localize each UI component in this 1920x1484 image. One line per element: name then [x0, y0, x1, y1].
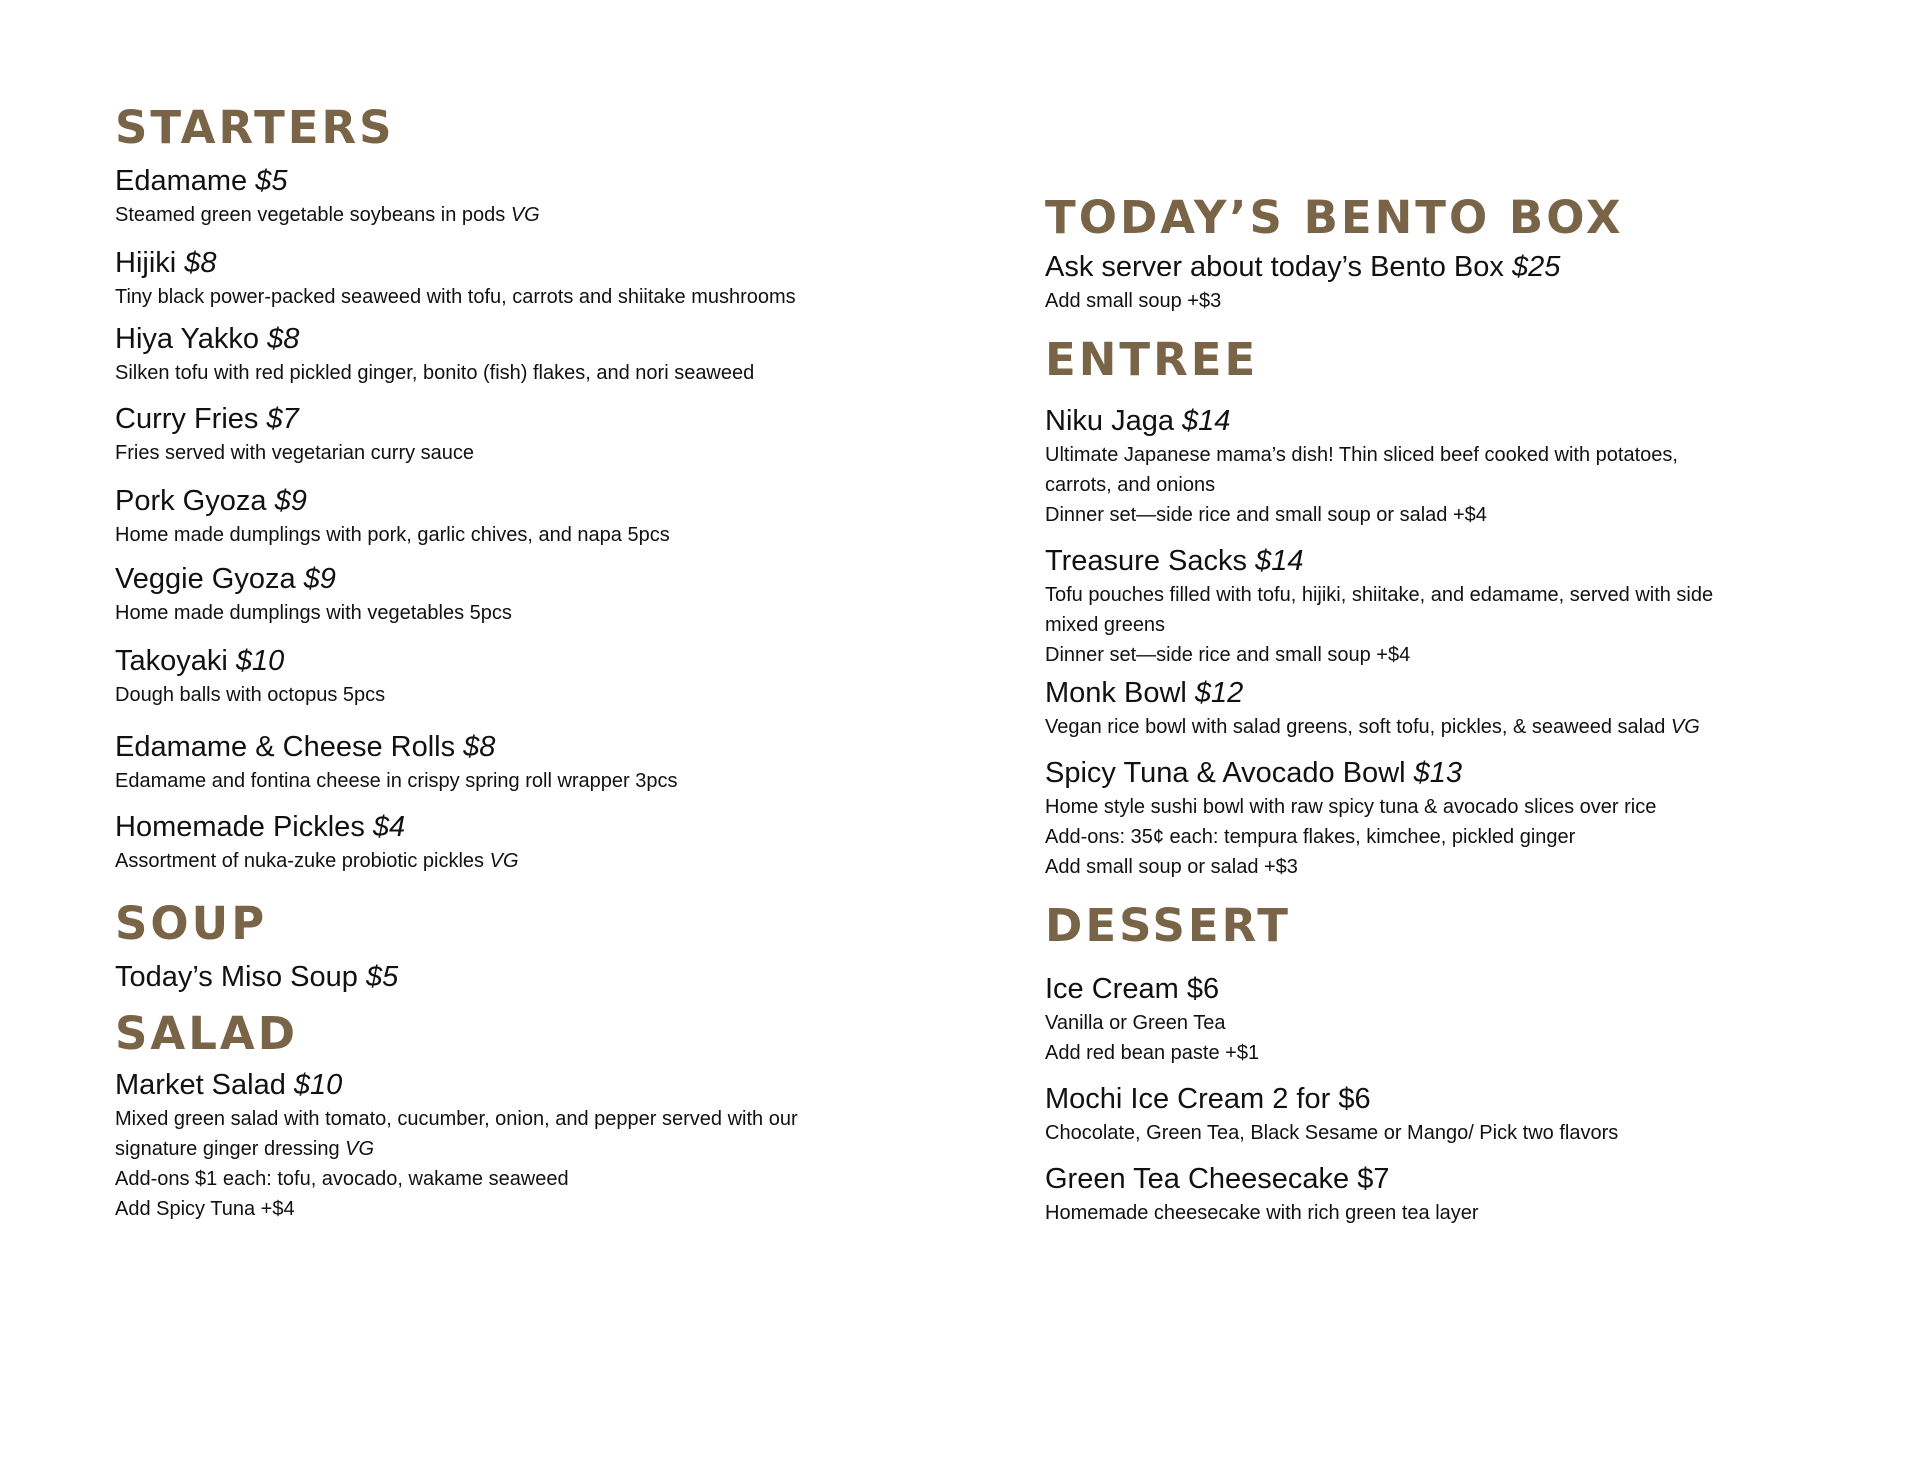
menu-item-name: Edamame [115, 165, 256, 197]
description-text: Edamame and fontina cheese in crispy spring roll wrapper 3pcs [115, 770, 678, 792]
description-text: Steamed green vegetable soybeans in pods [115, 204, 511, 226]
menu-item-heading [115, 162, 995, 200]
menu-item-description [1045, 1198, 1825, 1228]
menu-item-price: $13 [1413, 757, 1463, 789]
menu-item-description [1045, 640, 1825, 670]
menu-item-heading [115, 958, 995, 996]
menu-item-description [115, 680, 995, 710]
menu-item-description [1045, 822, 1825, 852]
menu-item-description [1045, 440, 1825, 470]
menu-item-price: $8 [267, 323, 300, 355]
menu-section-salad [115, 1004, 995, 1224]
menu-item-price: $12 [1194, 677, 1244, 709]
menu-item-name: Homemade Pickles [115, 811, 373, 843]
menu-item [1045, 1080, 1825, 1148]
menu-item-price: $8 [184, 247, 217, 279]
menu-item [115, 162, 995, 230]
description-text: Chocolate, Green Tea, Black Sesame or Mango/ Pick two flavors [1045, 1122, 1619, 1144]
menu-item-description [1045, 580, 1825, 610]
left-column [115, 98, 995, 1224]
description-text: carrots, and onions [1045, 474, 1216, 496]
menu-item-name: Curry Fries [115, 403, 267, 435]
menu-item-heading [115, 320, 995, 358]
description-text: Add-ons $1 each: tofu, avocado, wakame seaweed [115, 1168, 569, 1190]
menu-item-price: $8 [463, 731, 496, 763]
menu-item-description [115, 438, 995, 468]
menu-item-heading [1045, 542, 1825, 580]
vegan-tag: VG [345, 1138, 375, 1160]
menu-item-heading [115, 400, 995, 438]
description-text: Assortment of nuka-zuke probiotic pickles [115, 850, 490, 872]
menu-item-description [1045, 792, 1825, 822]
section-title: DESSERT [1045, 899, 1291, 952]
menu-item-name: Pork Gyoza [115, 485, 275, 517]
menu-item-description [115, 598, 995, 628]
menu-item [1045, 402, 1825, 530]
menu-item [115, 482, 995, 550]
description-text: Silken tofu with red pickled ginger, bonito (fish) flakes, and nori seaweed [115, 362, 755, 384]
menu-item-description [1045, 610, 1825, 640]
menu-item [115, 560, 995, 628]
menu-item-heading [115, 642, 995, 680]
menu-item-name: Takoyaki [115, 645, 236, 677]
menu-item-description [115, 1104, 995, 1134]
menu-item-name: Market Salad [115, 1069, 294, 1101]
menu-item-price: $7 [266, 403, 299, 435]
menu-section-soup [115, 894, 995, 996]
menu-item-price: $4 [372, 811, 406, 843]
menu-item-name: Ask server about today’s Bento Box [1045, 251, 1512, 283]
menu-item-name: Treasure Sacks [1045, 545, 1256, 577]
menu-item-name: Veggie Gyoza [115, 563, 304, 595]
menu-item [115, 642, 995, 710]
section-title: SALAD [115, 1007, 299, 1060]
menu-item-name: Green Tea Cheesecake $7 [1045, 1163, 1390, 1195]
menu-item-name: Edamame & Cheese Rolls [115, 731, 464, 763]
menu-item-heading [1045, 402, 1825, 440]
section-title: STARTERS [115, 101, 395, 154]
menu-item-heading [115, 728, 995, 766]
vegan-tag: VG [1670, 716, 1700, 738]
menu-item-price: $25 [1511, 251, 1561, 283]
menu-item-name: Today’s Miso Soup [115, 961, 366, 993]
menu-item-price: $9 [303, 563, 336, 595]
menu-item-price: $10 [235, 645, 285, 677]
menu-section-today-s-bento-box [1045, 188, 1825, 316]
description-text: Add-ons: 35¢ each: tempura flakes, kimchee, pickled ginger [1045, 826, 1576, 848]
menu-item [115, 728, 995, 796]
menu-item-heading [1045, 970, 1825, 1008]
menu-item-description [115, 1134, 995, 1164]
description-text: Homemade cheesecake with rich green tea layer [1045, 1202, 1479, 1224]
menu-item-description [115, 282, 995, 312]
menu-section-starters [115, 98, 995, 876]
menu-item-heading [1045, 1080, 1825, 1118]
description-text: Vegan rice bowl with salad greens, soft tofu, pickles, & seaweed salad [1045, 716, 1671, 738]
menu-item-description [1045, 712, 1825, 742]
menu-item-price: $5 [365, 961, 399, 993]
description-text: Home made dumplings with vegetables 5pcs [115, 602, 512, 624]
menu-item [1045, 754, 1825, 882]
menu-item-description [115, 200, 995, 230]
menu-item-price: $10 [293, 1069, 343, 1101]
menu-item [1045, 248, 1825, 316]
description-text: Dough balls with octopus 5pcs [115, 684, 386, 706]
menu-item-name: Mochi Ice Cream 2 for $6 [1045, 1083, 1371, 1115]
description-text: Home style sushi bowl with raw spicy tuna & avocado slices over rice [1045, 796, 1657, 818]
menu-item-description [1045, 470, 1825, 500]
menu-item-name: Hiya Yakko [115, 323, 268, 355]
menu-item-price: $14 [1255, 545, 1304, 577]
menu-item-name: Monk Bowl [1045, 677, 1195, 709]
menu-item [1045, 970, 1825, 1068]
menu-item-name: Ice Cream $6 [1045, 973, 1220, 1005]
menu-item-name: Niku Jaga [1045, 405, 1183, 437]
menu-item-price: $5 [255, 165, 288, 197]
menu-item-heading [115, 808, 995, 846]
menu-item-description [1045, 500, 1825, 530]
menu-item-heading [1045, 754, 1825, 792]
description-text: Add small soup or salad +$3 [1045, 856, 1298, 878]
menu-item [1045, 674, 1825, 742]
menu-item-name: Spicy Tuna & Avocado Bowl [1045, 757, 1414, 789]
description-text: Fries served with vegetarian curry sauce [115, 442, 475, 464]
menu-item-description [115, 520, 995, 550]
description-text: signature ginger dressing [115, 1138, 346, 1160]
menu-item-name: Hijiki [115, 247, 185, 279]
vegan-tag: VG [489, 850, 519, 872]
description-text: Add red bean paste +$1 [1045, 1042, 1260, 1064]
menu-item-heading [1045, 248, 1825, 286]
menu-item [115, 808, 995, 876]
menu-section-dessert [1045, 896, 1825, 1228]
description-text: Ultimate Japanese mama’s dish! Thin sliced beef cooked with potatoes, [1045, 444, 1678, 466]
description-text: Home made dumplings with pork, garlic chives, and napa 5pcs [115, 524, 670, 546]
description-text: Dinner set—side rice and small soup +$4 [1045, 644, 1411, 666]
section-title: TODAY’S BENTO BOX [1045, 191, 1624, 244]
description-text: Dinner set—side rice and small soup or salad +$4 [1045, 504, 1487, 526]
menu-item-description [1045, 1008, 1825, 1038]
menu-item [115, 320, 995, 388]
menu-item-heading [115, 244, 995, 282]
description-text: Mixed green salad with tomato, cucumber, onion, and pepper served with our [115, 1108, 798, 1130]
menu-item [115, 400, 995, 468]
menu-item [115, 1066, 995, 1224]
menu-item [115, 244, 995, 312]
menu-item-description [1045, 286, 1825, 316]
menu-item-heading [1045, 674, 1825, 712]
menu-section-entree [1045, 330, 1825, 882]
menu-item-heading [115, 560, 995, 598]
menu-item-price: $9 [274, 485, 307, 517]
menu-item-heading [1045, 1160, 1825, 1198]
description-text: Tofu pouches filled with tofu, hijiki, shiitake, and edamame, served with side [1045, 584, 1714, 606]
description-text: Add Spicy Tuna +$4 [115, 1198, 295, 1220]
menu-item-heading [115, 482, 995, 520]
description-text: Vanilla or Green Tea [1045, 1012, 1226, 1034]
description-text: Tiny black power-packed seaweed with tofu, carrots and shiitake mushrooms [115, 286, 796, 308]
menu-item-description [1045, 1118, 1825, 1148]
menu-item-description [115, 846, 995, 876]
section-title: ENTREE [1045, 333, 1259, 386]
vegan-tag: VG [510, 204, 540, 226]
menu-item-description [115, 358, 995, 388]
section-title: SOUP [115, 897, 268, 950]
menu-item-heading [115, 1066, 995, 1104]
menu-item-description [115, 1164, 995, 1194]
menu-item-description [115, 1194, 995, 1224]
menu-item-description [1045, 852, 1825, 882]
menu-item [1045, 542, 1825, 670]
menu-item [115, 958, 995, 996]
menu-item-description [115, 766, 995, 796]
description-text: Add small soup +$3 [1045, 290, 1222, 312]
description-text: mixed greens [1045, 614, 1166, 636]
menu-item-description [1045, 1038, 1825, 1068]
right-column [1045, 188, 1825, 1228]
menu-item [1045, 1160, 1825, 1228]
menu-item-price: $14 [1182, 405, 1231, 437]
